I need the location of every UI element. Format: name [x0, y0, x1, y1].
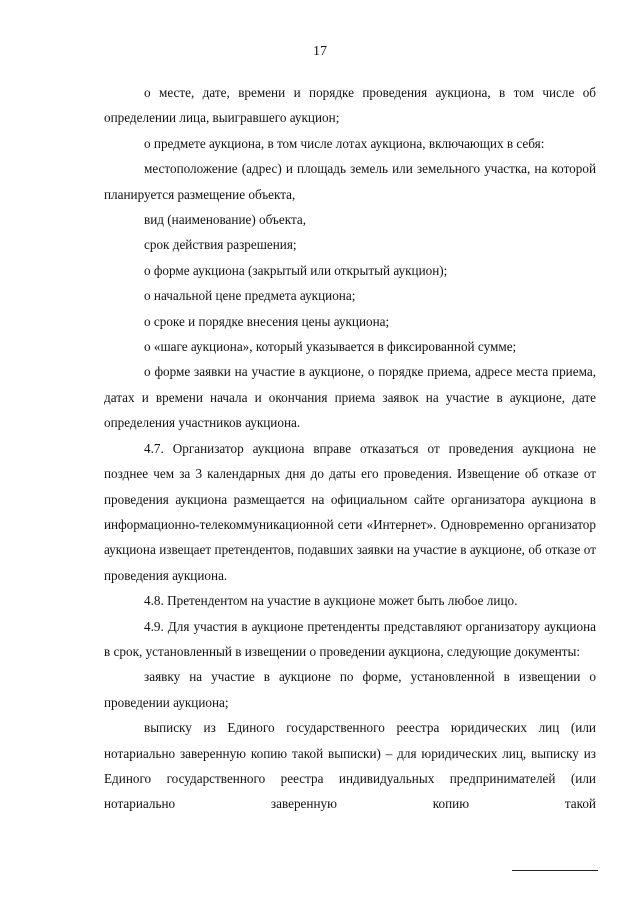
paragraph-application-form: о форме заявки на участие в аукционе, о порядке приема, адресе места приема, датах и времени начала и окончания приема заявок на участие в аукционе, дате определения участников аукциона. [104, 364, 596, 431]
paragraph-application: заявку на участие в аукционе по форме, установленной в извещении о проведении аукциона; [104, 669, 596, 710]
paragraph-auction-subject: о предмете аукциона, в том числе лотах аукциона, включающих в себя: [144, 135, 545, 151]
paragraph-auction-place-date: о месте, дате, времени и порядке проведения аукциона, в том числе об определении лица, выигравшего аукцион; [104, 85, 596, 126]
paragraph-registry-extract: выписку из Единого государственного реестра юридических лиц (или нотариально заверенную копию такой выписки) – для юридических лиц, выписку из Единого государственного реестра индивидуальных предпринимателей (или нотариально заверенную копию такой [104, 720, 596, 812]
paragraph-object-type: вид (наименование) объекта, [144, 212, 307, 228]
paragraph-section-4-8: 4.8. Претендентом на участие в аукционе может быть любое лицо. [144, 593, 518, 609]
paragraph-location-area: местоположение (адрес) и площадь земель или земельного участка, на которой планируется размещение объекта, [104, 161, 596, 202]
page-number: 17 [313, 44, 327, 59]
document-body [104, 80, 596, 817]
paragraph-payment-term: о сроке и порядке внесения цены аукциона; [144, 313, 390, 329]
footer-divider [512, 870, 598, 871]
paragraph-auction-form: о форме аукциона (закрытый или открытый аукцион); [144, 262, 448, 278]
paragraph-section-4-7: 4.7. Организатор аукциона вправе отказаться от проведения аукциона не позднее чем за 3 календарных дня до даты его проведения. Извещение об отказе от проведения аукциона размещается на официальном сайте организатора аукциона в информационно-телекоммуникационной сети «Интернет». Одновременно организатор аукциона извещает претендентов, подавших заявки на участие в аукционе, об отказе от проведения аукциона. [104, 440, 596, 583]
paragraph-permit-term: срок действия разрешения; [144, 237, 297, 253]
paragraph-initial-price: о начальной цене предмета аукциона; [144, 288, 356, 304]
paragraph-section-4-9: 4.9. Для участия в аукционе претенденты представляют организатору аукциона в срок, установленный в извещении о проведении аукциона, следующие документы: [104, 618, 596, 659]
paragraph-auction-step: о «шаге аукциона», который указывается в фиксированной сумме; [144, 339, 517, 355]
